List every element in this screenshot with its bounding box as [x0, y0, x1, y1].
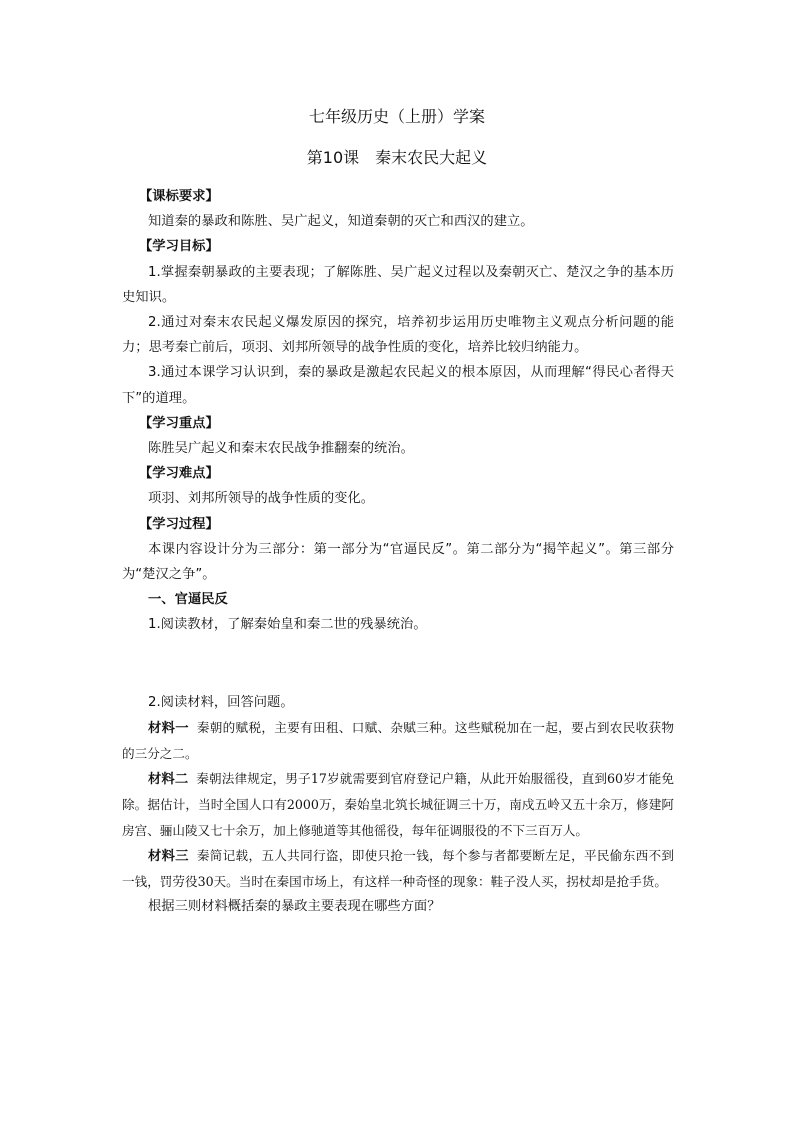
- material-3-text: 秦简记载，五人共同行盗，即使只抢一钱，每个参与者都要断左足，平民偷东西不到一钱，罚劳役30天。当时在秦国市场上，有这样一种奇怪的现象：鞋子没人买，拐杖却是抢手货。: [122, 847, 675, 890]
- material-2-label: 材料二: [148, 772, 189, 788]
- difficulty-text: 项羽、刘邦所领导的战争性质的变化。: [148, 491, 375, 507]
- document-title: 七年级历史（上册）学案: [308, 107, 485, 126]
- task-item-1: 1.阅读教材，了解秦始皇和秦二世的残暴统治。: [148, 617, 427, 633]
- lesson-title: [0, 148, 794, 168]
- key-points-text: 陈胜吴广起义和秦末农民战争推翻秦的统治。: [148, 441, 414, 457]
- material-1-text: 秦朝的赋税，主要有田租、口赋、杂赋三种。这些赋税加在一起，要占到农民收获物的三分之二。: [122, 719, 675, 762]
- material-2: [122, 766, 674, 843]
- material-3-label: 材料三: [148, 848, 189, 864]
- question-text: 根据三则材料概括秦的暴政主要表现在哪些方面？: [148, 899, 441, 915]
- process-heading: 【学习过程】: [139, 516, 219, 532]
- document-body: [122, 184, 674, 919]
- material-2-text: 秦朝法律规定，男子17岁就需要到官府登记户籍，从此开始服徭役，直到60岁才能免除。据估计，当时全国人口有2000万，秦始皇北筑长城征调三十万，南戍五岭又五十余万，修建阿房宫、骊山陵又七十余万，加上修驰道等其他徭役，每年征调服役的不下三百万人。: [122, 771, 674, 838]
- goal-item-1: 1.掌握秦朝暴政的主要表现；了解陈胜、吴广起义过程以及秦朝灭亡、楚汉之争的基本历史知识。: [122, 264, 674, 305]
- material-1: [122, 715, 674, 766]
- goals-heading: 【学习目标】: [139, 239, 219, 255]
- process-text: 本课内容设计分为三部分：第一部分为“官逼民反”。第二部分为“揭竿起义”。第三部分为“楚汉之争”。: [122, 541, 674, 583]
- goal-item-3: 3.通过本课学习认识到，秦的暴政是激起农民起义的根本原因，从而理解“得民心者得天下”的道理。: [122, 365, 674, 406]
- lesson-number: 第10课: [306, 148, 360, 167]
- difficulty-heading: 【学习难点】: [139, 466, 219, 482]
- lesson-name: 秦末农民大起义: [375, 148, 488, 167]
- material-3: [122, 843, 674, 894]
- key-points-heading: 【学习重点】: [139, 415, 219, 431]
- curriculum-text: 知道秦的暴政和陈胜、吴广起义，知道秦朝的灭亡和西汉的建立。: [148, 214, 534, 230]
- material-1-label: 材料一: [148, 720, 189, 736]
- task-item-2: 2.阅读材料，回答问题。: [148, 694, 294, 710]
- part-one-heading: 一、官逼民反: [148, 592, 228, 608]
- curriculum-heading: 【课标要求】: [139, 189, 219, 204]
- goal-item-2: 2.通过对秦末农民起义爆发原因的探究，培养初步运用历史唯物主义观点分析问题的能力；思考秦亡前后，项羽、刘邦所领导的战争性质的变化，培养比较归纳能力。: [122, 315, 674, 356]
- answer-space: [122, 638, 674, 690]
